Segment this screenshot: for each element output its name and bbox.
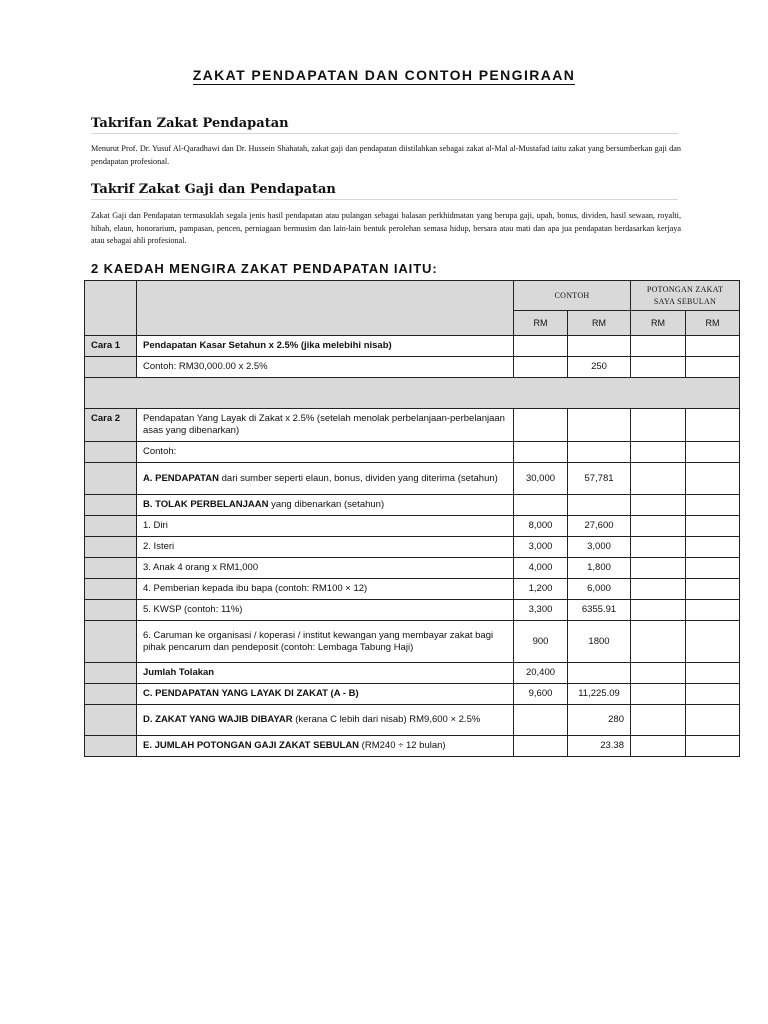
paragraph-takrif-gaji: Zakat Gaji dan Pendapatan termasuklah segala jenis hasil pendapatan atau pulangan sebagai balasan perkhidmatan yang berupa gaji, upah, bonus, dividen, hasil sewaan, royalti, hibah, elaun, honorarium, pampasan, pencen, perniagaan bermusim dan lain-lain bentuk perolehan semasa hidup, bersara atau mati dan apa jua pendapatan berdasarkan kerjaya atau sebagai ahli profesional. xyxy=(91,211,681,245)
item-c2: 27,600 xyxy=(568,516,631,537)
item-label: 5. KWSP (contoh: 11%) xyxy=(137,600,514,621)
cara1-formula: Pendapatan Kasar Setahun x 2.5% (jika melebihi nisab) xyxy=(137,336,514,357)
zakat-wajib-label: D. ZAKAT YANG WAJIB DIBAYAR xyxy=(143,714,293,725)
table-header-blank-1 xyxy=(85,281,137,336)
table-row-item xyxy=(85,600,740,621)
cara1-example-value: 250 xyxy=(568,357,631,378)
table-header-row xyxy=(85,281,740,311)
jumlah-tolakan-label: Jumlah Tolakan xyxy=(137,663,514,684)
potongan-cell xyxy=(137,736,514,757)
table-row-zakat-wajib xyxy=(85,705,740,736)
item-c1: 900 xyxy=(514,621,568,663)
item-label: 6. Caruman ke organisasi / koperasi / institut kewangan yang membayar zakat bagi pihak pencarum dan pendeposit (contoh: Lembaga Tabung Haji) xyxy=(137,621,514,663)
jumlah-tolakan-c1: 20,400 xyxy=(514,663,568,684)
cara2-formula: Pendapatan Yang Layak di Zakat x 2.5% (setelah menolak perbelanjaan-perbelanjaan asas yang dibenarkan) xyxy=(137,409,514,442)
zakat-wajib-c2: 280 xyxy=(568,705,631,736)
pendapatan-layak-c2: 11,225.09 xyxy=(568,684,631,705)
item-label: 2. Isteri xyxy=(137,537,514,558)
cara2-label: Cara 2 xyxy=(85,409,137,442)
item-c1: 3,300 xyxy=(514,600,568,621)
item-c2: 6355.91 xyxy=(568,600,631,621)
item-c1: 8,000 xyxy=(514,516,568,537)
table-row-item xyxy=(85,579,740,600)
item-c2: 1,800 xyxy=(568,558,631,579)
item-c2: 1800 xyxy=(568,621,631,663)
table-row-tolak xyxy=(85,495,740,516)
table-row-potongan xyxy=(85,736,740,757)
cara2-contoh: Contoh: xyxy=(137,442,514,463)
item-c2: 3,000 xyxy=(568,537,631,558)
zakat-wajib-desc: (kerana C lebih dari nisab) RM9,600 × 2.5% xyxy=(292,714,481,725)
pendapatan-label: A. PENDAPATAN xyxy=(143,472,219,484)
potongan-label: E. JUMLAH POTONGAN GAJI ZAKAT SEBULAN xyxy=(143,740,360,751)
tolak-label: B. TOLAK PERBELANJAAN xyxy=(143,499,269,510)
paragraph-takrifan: Menurut Prof. Dr. Yusuf Al-Qaradhawi dan Dr. Hussein Shahatah, zakat gaji dan pendapatan diistilahkan sebagai zakat al-Mal al-Mustafad iaitu zakat yang bersumberkan gaji dan pendapatan profesional. xyxy=(91,144,681,166)
table-row-cara2 xyxy=(85,409,740,442)
rm-label: RM xyxy=(568,311,631,336)
table-header-blank-2 xyxy=(137,281,514,336)
tolak-cell xyxy=(137,495,514,516)
item-label: 3. Anak 4 orang x RM1,000 xyxy=(137,558,514,579)
zakat-wajib-cell xyxy=(137,705,514,736)
item-c1: 1,200 xyxy=(514,579,568,600)
cara1-label: Cara 1 xyxy=(85,336,137,357)
item-c1: 4,000 xyxy=(514,558,568,579)
table-row-contoh xyxy=(85,442,740,463)
item-label: 1. Diri xyxy=(137,516,514,537)
rm-label: RM xyxy=(631,311,686,336)
table-row-item xyxy=(85,621,740,663)
table-row-item xyxy=(85,516,740,537)
table-row-jumlah xyxy=(85,663,740,684)
cara1-example: Contoh: RM30,000.00 x 2.5% xyxy=(137,357,514,378)
rm-label: RM xyxy=(514,311,568,336)
item-c2: 6,000 xyxy=(568,579,631,600)
tolak-desc: yang dibenarkan (setahun) xyxy=(268,499,385,510)
pendapatan-c2: 57,781 xyxy=(568,463,631,495)
table-row-cara1 xyxy=(85,336,740,357)
pendapatan-c1: 30,000 xyxy=(514,463,568,495)
pendapatan-cell xyxy=(137,463,514,495)
document-title: ZAKAT PENDAPATAN DAN CONTOH PENGIRAAN xyxy=(192,67,576,83)
table-row-pendapatan xyxy=(85,463,740,495)
pendapatan-layak-c1: 9,600 xyxy=(514,684,568,705)
table-separator-row xyxy=(85,378,740,409)
table-row-item xyxy=(85,558,740,579)
header-potongan-zakat: POTONGAN ZAKAT SAYA SEBULAN xyxy=(631,281,740,311)
rm-label: RM xyxy=(686,311,740,336)
potongan-desc: (RM240 ÷ 12 bulan) xyxy=(359,740,446,751)
table-row-cara1-example xyxy=(85,357,740,378)
section-heading-takrif-gaji: Takrif Zakat Gaji dan Pendapatan xyxy=(91,182,678,200)
item-label: 4. Pemberian kepada ibu bapa (contoh: RM100 × 12) xyxy=(137,579,514,600)
section-heading-takrifan: Takrifan Zakat Pendapatan xyxy=(91,116,678,134)
pendapatan-desc: dari sumber seperti elaun, bonus, dividen yang diterima (setahun) xyxy=(219,472,498,484)
item-c1: 3,000 xyxy=(514,537,568,558)
potongan-c2: 23.38 xyxy=(568,736,631,757)
header-contoh: CONTOH xyxy=(514,281,631,311)
table-row-item xyxy=(85,537,740,558)
table-row-layak xyxy=(85,684,740,705)
kaedah-heading: 2 KAEDAH MENGIRA ZAKAT PENDAPATAN IAITU: xyxy=(91,261,438,276)
pendapatan-layak-label: C. PENDAPATAN YANG LAYAK DI ZAKAT (A - B) xyxy=(137,684,514,705)
zakat-calculation-table xyxy=(84,280,740,757)
